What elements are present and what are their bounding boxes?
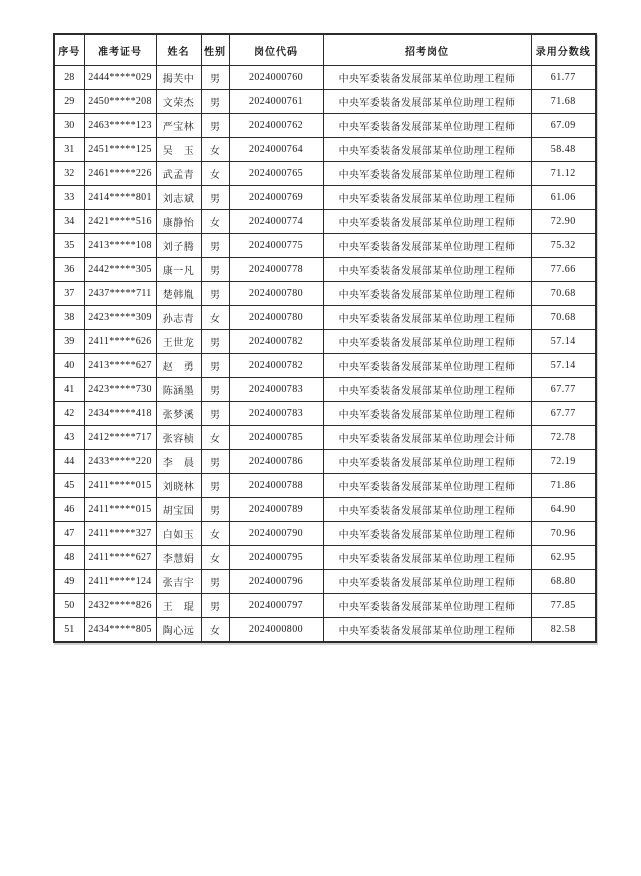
cell-index: 43	[54, 426, 84, 450]
table-row	[54, 594, 596, 618]
cell-gender: 男	[201, 114, 229, 138]
cell-score: 64.90	[531, 498, 596, 522]
cell-index: 31	[54, 138, 84, 162]
cell-job-code: 2024000760	[229, 66, 323, 90]
cell-job-code: 2024000797	[229, 594, 323, 618]
cell-ticket-number: 2423*****309	[84, 306, 156, 330]
cell-name: 孙志青	[156, 306, 201, 330]
header-row	[54, 34, 596, 66]
cell-index: 34	[54, 210, 84, 234]
cell-score: 72.78	[531, 426, 596, 450]
cell-index: 32	[54, 162, 84, 186]
cell-index: 30	[54, 114, 84, 138]
cell-name: 吴 玉	[156, 138, 201, 162]
cell-name: 刘子腾	[156, 234, 201, 258]
cell-index: 37	[54, 282, 84, 306]
cell-score: 70.68	[531, 306, 596, 330]
cell-position: 中央军委装备发展部某单位助理工程师	[323, 138, 531, 162]
cell-ticket-number: 2434*****418	[84, 402, 156, 426]
cell-gender: 男	[201, 258, 229, 282]
cell-index: 28	[54, 66, 84, 90]
cell-index: 39	[54, 330, 84, 354]
cell-name: 严宝林	[156, 114, 201, 138]
cell-gender: 女	[201, 306, 229, 330]
cell-index: 49	[54, 570, 84, 594]
cell-position: 中央军委装备发展部某单位助理工程师	[323, 354, 531, 378]
cell-job-code: 2024000785	[229, 426, 323, 450]
cell-name: 刘晓林	[156, 474, 201, 498]
cell-score: 62.95	[531, 546, 596, 570]
table-row	[54, 138, 596, 162]
cell-index: 36	[54, 258, 84, 282]
table-row	[54, 114, 596, 138]
cell-gender: 女	[201, 138, 229, 162]
cell-position: 中央军委装备发展部某单位助理工程师	[323, 258, 531, 282]
cell-ticket-number: 2451*****125	[84, 138, 156, 162]
cell-name: 文荣杰	[156, 90, 201, 114]
cell-position: 中央军委装备发展部某单位助理工程师	[323, 114, 531, 138]
cell-index: 40	[54, 354, 84, 378]
cell-ticket-number: 2442*****305	[84, 258, 156, 282]
cell-name: 赵 勇	[156, 354, 201, 378]
cell-gender: 男	[201, 234, 229, 258]
cell-position: 中央军委装备发展部某单位助理工程师	[323, 450, 531, 474]
cell-ticket-number: 2450*****208	[84, 90, 156, 114]
cell-gender: 男	[201, 378, 229, 402]
cell-index: 41	[54, 378, 84, 402]
cell-job-code: 2024000795	[229, 546, 323, 570]
cell-score: 77.66	[531, 258, 596, 282]
cell-index: 42	[54, 402, 84, 426]
cell-index: 29	[54, 90, 84, 114]
cell-gender: 男	[201, 354, 229, 378]
cell-position: 中央军委装备发展部某单位助理工程师	[323, 522, 531, 546]
cell-job-code: 2024000790	[229, 522, 323, 546]
cell-name: 陶心远	[156, 618, 201, 643]
cell-job-code: 2024000786	[229, 450, 323, 474]
cell-job-code: 2024000780	[229, 306, 323, 330]
admission-score-table	[53, 33, 597, 643]
cell-ticket-number: 2411*****626	[84, 330, 156, 354]
table-row	[54, 282, 596, 306]
cell-score: 57.14	[531, 354, 596, 378]
cell-name: 陈涵墨	[156, 378, 201, 402]
cell-name: 王世龙	[156, 330, 201, 354]
header-ticket: 准考证号	[84, 34, 156, 66]
cell-job-code: 2024000762	[229, 114, 323, 138]
header-position: 招考岗位	[323, 34, 531, 66]
cell-index: 48	[54, 546, 84, 570]
cell-ticket-number: 2463*****123	[84, 114, 156, 138]
table-body	[54, 66, 596, 643]
cell-score: 57.14	[531, 330, 596, 354]
cell-score: 70.68	[531, 282, 596, 306]
cell-score: 70.96	[531, 522, 596, 546]
cell-score: 77.85	[531, 594, 596, 618]
cell-name: 张梦溪	[156, 402, 201, 426]
cell-gender: 男	[201, 330, 229, 354]
cell-position: 中央军委装备发展部某单位助理工程师	[323, 618, 531, 643]
table-row	[54, 162, 596, 186]
cell-position: 中央军委装备发展部某单位助理工程师	[323, 474, 531, 498]
cell-gender: 女	[201, 426, 229, 450]
cell-ticket-number: 2433*****220	[84, 450, 156, 474]
cell-job-code: 2024000783	[229, 378, 323, 402]
cell-score: 67.77	[531, 378, 596, 402]
cell-name: 武孟青	[156, 162, 201, 186]
cell-job-code: 2024000782	[229, 330, 323, 354]
cell-name: 张吉宇	[156, 570, 201, 594]
table-row	[54, 186, 596, 210]
table-row	[54, 522, 596, 546]
cell-position: 中央军委装备发展部某单位助理工程师	[323, 282, 531, 306]
table-row	[54, 66, 596, 90]
cell-job-code: 2024000764	[229, 138, 323, 162]
header-gender: 性别	[201, 34, 229, 66]
table-row	[54, 546, 596, 570]
table-row	[54, 306, 596, 330]
cell-index: 47	[54, 522, 84, 546]
cell-index: 46	[54, 498, 84, 522]
cell-name: 白如玉	[156, 522, 201, 546]
table-row	[54, 234, 596, 258]
cell-job-code: 2024000789	[229, 498, 323, 522]
cell-score: 67.09	[531, 114, 596, 138]
table-row	[54, 474, 596, 498]
cell-ticket-number: 2411*****015	[84, 498, 156, 522]
cell-ticket-number: 2461*****226	[84, 162, 156, 186]
cell-gender: 男	[201, 66, 229, 90]
table-row	[54, 426, 596, 450]
table-row	[54, 258, 596, 282]
cell-job-code: 2024000774	[229, 210, 323, 234]
header-job-code: 岗位代码	[229, 34, 323, 66]
cell-ticket-number: 2437*****711	[84, 282, 156, 306]
cell-score: 71.86	[531, 474, 596, 498]
cell-position: 中央军委装备发展部某单位助理工程师	[323, 66, 531, 90]
cell-position: 中央军委装备发展部某单位助理工程师	[323, 90, 531, 114]
cell-ticket-number: 2421*****516	[84, 210, 156, 234]
cell-job-code: 2024000800	[229, 618, 323, 643]
header-name: 姓名	[156, 34, 201, 66]
cell-ticket-number: 2444*****029	[84, 66, 156, 90]
cell-name: 康静怡	[156, 210, 201, 234]
cell-job-code: 2024000780	[229, 282, 323, 306]
cell-position: 中央军委装备发展部某单位助理工程师	[323, 402, 531, 426]
table-row	[54, 378, 596, 402]
cell-job-code: 2024000775	[229, 234, 323, 258]
cell-gender: 女	[201, 618, 229, 643]
cell-gender: 男	[201, 570, 229, 594]
cell-name: 李 晨	[156, 450, 201, 474]
cell-name: 楚韩胤	[156, 282, 201, 306]
table-row	[54, 498, 596, 522]
cell-ticket-number: 2413*****108	[84, 234, 156, 258]
cell-position: 中央军委装备发展部某单位助理工程师	[323, 330, 531, 354]
cell-score: 61.06	[531, 186, 596, 210]
header-index: 序号	[54, 34, 84, 66]
cell-position: 中央军委装备发展部某单位助理工程师	[323, 306, 531, 330]
cell-ticket-number: 2434*****805	[84, 618, 156, 643]
cell-gender: 男	[201, 186, 229, 210]
cell-position: 中央军委装备发展部某单位助理工程师	[323, 186, 531, 210]
cell-score: 58.48	[531, 138, 596, 162]
cell-ticket-number: 2411*****015	[84, 474, 156, 498]
table-row	[54, 90, 596, 114]
cell-job-code: 2024000778	[229, 258, 323, 282]
cell-ticket-number: 2423*****730	[84, 378, 156, 402]
cell-position: 中央军委装备发展部某单位助理工程师	[323, 546, 531, 570]
cell-score: 71.12	[531, 162, 596, 186]
table-row	[54, 450, 596, 474]
cell-name: 刘志斌	[156, 186, 201, 210]
cell-ticket-number: 2413*****627	[84, 354, 156, 378]
cell-index: 38	[54, 306, 84, 330]
cell-ticket-number: 2412*****717	[84, 426, 156, 450]
cell-score: 75.32	[531, 234, 596, 258]
cell-gender: 男	[201, 90, 229, 114]
cell-ticket-number: 2432*****826	[84, 594, 156, 618]
cell-position: 中央军委装备发展部某单位助理工程师	[323, 498, 531, 522]
cell-gender: 男	[201, 474, 229, 498]
cell-gender: 女	[201, 162, 229, 186]
cell-gender: 女	[201, 210, 229, 234]
cell-position: 中央军委装备发展部某单位助理工程师	[323, 234, 531, 258]
table-row	[54, 402, 596, 426]
cell-score: 72.90	[531, 210, 596, 234]
cell-name: 李慧娟	[156, 546, 201, 570]
cell-name: 揭芙中	[156, 66, 201, 90]
cell-position: 中央军委装备发展部某单位助理工程师	[323, 378, 531, 402]
cell-gender: 男	[201, 498, 229, 522]
cell-name: 胡宝国	[156, 498, 201, 522]
cell-gender: 男	[201, 282, 229, 306]
cell-score: 82.58	[531, 618, 596, 643]
table-row	[54, 354, 596, 378]
table-row	[54, 330, 596, 354]
cell-index: 35	[54, 234, 84, 258]
cell-index: 44	[54, 450, 84, 474]
cell-score: 67.77	[531, 402, 596, 426]
cell-name: 张容桢	[156, 426, 201, 450]
cell-job-code: 2024000769	[229, 186, 323, 210]
cell-index: 33	[54, 186, 84, 210]
cell-position: 中央军委装备发展部某单位助理会计师	[323, 426, 531, 450]
cell-job-code: 2024000765	[229, 162, 323, 186]
table-row	[54, 570, 596, 594]
table-header	[54, 34, 596, 66]
cell-gender: 男	[201, 402, 229, 426]
cell-position: 中央军委装备发展部某单位助理工程师	[323, 570, 531, 594]
cell-name: 王 琨	[156, 594, 201, 618]
cell-score: 61.77	[531, 66, 596, 90]
cell-gender: 男	[201, 594, 229, 618]
cell-gender: 女	[201, 522, 229, 546]
cell-name: 康一凡	[156, 258, 201, 282]
cell-gender: 女	[201, 546, 229, 570]
cell-index: 51	[54, 618, 84, 643]
cell-score: 71.68	[531, 90, 596, 114]
cell-job-code: 2024000782	[229, 354, 323, 378]
cell-gender: 男	[201, 450, 229, 474]
cell-index: 50	[54, 594, 84, 618]
cell-index: 45	[54, 474, 84, 498]
cell-job-code: 2024000788	[229, 474, 323, 498]
table-row	[54, 618, 596, 643]
cell-job-code: 2024000783	[229, 402, 323, 426]
cell-ticket-number: 2411*****124	[84, 570, 156, 594]
cell-job-code: 2024000796	[229, 570, 323, 594]
table-row	[54, 210, 596, 234]
cell-score: 72.19	[531, 450, 596, 474]
cell-ticket-number: 2414*****801	[84, 186, 156, 210]
cell-ticket-number: 2411*****627	[84, 546, 156, 570]
cell-ticket-number: 2411*****327	[84, 522, 156, 546]
header-score: 录用分数线	[531, 34, 596, 66]
cell-score: 68.80	[531, 570, 596, 594]
cell-job-code: 2024000761	[229, 90, 323, 114]
cell-position: 中央军委装备发展部某单位助理工程师	[323, 594, 531, 618]
cell-position: 中央军委装备发展部某单位助理工程师	[323, 162, 531, 186]
cell-position: 中央军委装备发展部某单位助理工程师	[323, 210, 531, 234]
